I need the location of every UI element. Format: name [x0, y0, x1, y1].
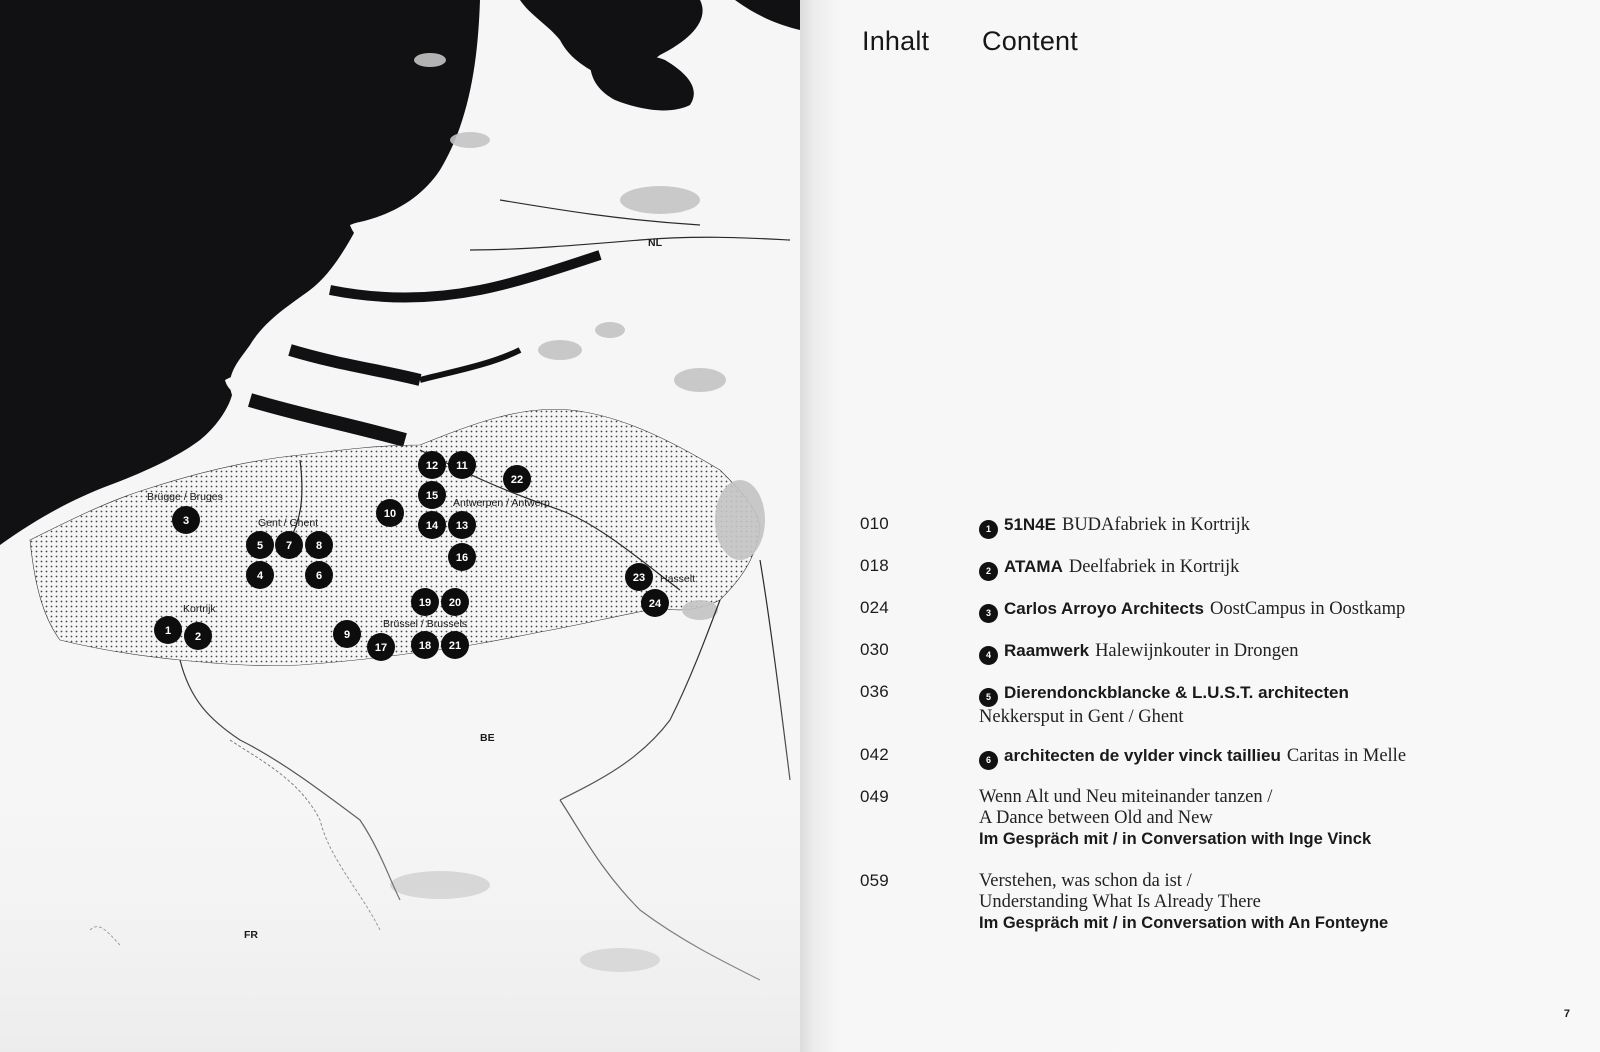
marker-dot-icon: 6 [979, 751, 998, 770]
toc-title-de: Wenn Alt und Neu miteinander tanzen / [979, 787, 1273, 807]
svg-text:1: 1 [164, 625, 172, 637]
toc-project: Deelfabriek in Kortrijk [1068, 557, 1240, 577]
svg-text:21: 21 [448, 640, 462, 652]
svg-text:3: 3 [182, 515, 190, 527]
marker-dot-icon: 4 [979, 646, 998, 665]
svg-text:15: 15 [425, 490, 439, 502]
marker-22[interactable] [503, 465, 531, 493]
marker-11[interactable] [448, 451, 476, 479]
toc-architect: Carlos Arroyo Architects [1004, 599, 1204, 618]
svg-text:23: 23 [632, 572, 646, 584]
svg-text:12: 12 [425, 460, 439, 472]
marker-10[interactable] [376, 499, 404, 527]
svg-text:6: 6 [315, 570, 323, 582]
toc-architect: Dierendonckblancke & L.U.S.T. architecten [1004, 683, 1349, 702]
label-be: BE [480, 732, 495, 744]
marker-16[interactable] [448, 543, 476, 571]
marker-dot-icon: 3 [979, 604, 998, 623]
marker-14[interactable] [418, 511, 446, 539]
label-fr: FR [244, 929, 258, 941]
marker-8[interactable] [305, 531, 333, 559]
place-kortrijk: Kortrijk [183, 603, 216, 615]
toc-page-number: 042 [860, 745, 889, 764]
marker-dot-icon: 5 [979, 688, 998, 707]
toc-architect: ATAMA [1004, 557, 1063, 576]
marker-4[interactable] [246, 561, 274, 589]
svg-text:16: 16 [455, 552, 469, 564]
marker-18[interactable] [411, 631, 439, 659]
heading-inhalt: Inhalt [862, 26, 930, 56]
toc-architect: Raamwerk [1004, 641, 1090, 660]
marker-3[interactable] [172, 506, 200, 534]
toc-page-number: 018 [860, 556, 889, 575]
toc-project: Caritas in Melle [1286, 746, 1407, 766]
marker-23[interactable] [625, 563, 653, 591]
toc-project: OostCampus in Oostkamp [1209, 599, 1406, 619]
place-brussels: Brüssel / Brussels [383, 618, 468, 630]
toc-project: BUDAfabriek in Kortrijk [1061, 515, 1251, 535]
page-number: 7 [1563, 1008, 1570, 1020]
toc-architect: architecten de vylder vinck taillieu [1004, 746, 1281, 765]
svg-text:24: 24 [648, 598, 662, 610]
svg-text:13: 13 [455, 520, 469, 532]
toc-page-number: 010 [860, 514, 889, 533]
marker-19[interactable] [411, 588, 439, 616]
marker-17[interactable] [367, 633, 395, 661]
marker-24[interactable] [641, 589, 669, 617]
marker-21[interactable] [441, 631, 469, 659]
marker-dot-icon: 1 [979, 520, 998, 539]
label-nl: NL [648, 237, 662, 249]
svg-text:14: 14 [425, 520, 439, 532]
marker-12[interactable] [418, 451, 446, 479]
svg-text:8: 8 [315, 540, 323, 552]
marker-13[interactable] [448, 511, 476, 539]
svg-text:2: 2 [194, 631, 202, 643]
toc-page-number: 049 [860, 787, 889, 806]
toc-title-en: Understanding What Is Already There [979, 892, 1261, 912]
toc-conversation: Im Gespräch mit / in Conversation with An Fonteyne [979, 914, 1389, 932]
svg-text:18: 18 [418, 640, 432, 652]
svg-text:5: 5 [256, 540, 264, 552]
svg-text:19: 19 [418, 597, 432, 609]
place-bruges: Brügge / Bruges [147, 491, 223, 503]
place-antwerp: Antwerpen / Antwerp [453, 497, 550, 509]
svg-text:22: 22 [510, 474, 524, 486]
marker-7[interactable] [275, 531, 303, 559]
place-ghent: Gent / Ghent [258, 517, 319, 529]
marker-15[interactable] [418, 481, 446, 509]
toc-page-number: 030 [860, 640, 889, 659]
place-hasselt: Hasselt [660, 573, 696, 585]
toc-architect: 51N4E [1004, 515, 1056, 534]
marker-dot-icon: 2 [979, 562, 998, 581]
svg-text:20: 20 [448, 597, 462, 609]
toc-project: Halewijnkouter in Drongen [1095, 641, 1299, 661]
toc-project: Nekkersput in Gent / Ghent [979, 707, 1184, 727]
heading-content: Content [982, 26, 1078, 56]
toc-page-number: 036 [860, 682, 889, 701]
svg-text:17: 17 [374, 642, 388, 654]
svg-text:11: 11 [456, 460, 468, 472]
marker-5[interactable] [246, 531, 274, 559]
toc-title-de: Verstehen, was schon da ist / [979, 871, 1192, 891]
toc-title-en: A Dance between Old and New [979, 808, 1213, 828]
marker-1[interactable] [154, 616, 182, 644]
marker-9[interactable] [333, 620, 361, 648]
marker-6[interactable] [305, 561, 333, 589]
toc-page-number: 059 [860, 871, 889, 890]
toc-page-number: 024 [860, 598, 889, 617]
marker-2[interactable] [184, 622, 212, 650]
marker-20[interactable] [441, 588, 469, 616]
svg-text:4: 4 [256, 570, 264, 582]
svg-text:9: 9 [343, 629, 351, 641]
toc-conversation: Im Gespräch mit / in Conversation with Inge Vinck [979, 830, 1372, 848]
svg-text:10: 10 [383, 508, 397, 520]
contents-page [800, 0, 1600, 1052]
svg-text:7: 7 [285, 540, 293, 552]
